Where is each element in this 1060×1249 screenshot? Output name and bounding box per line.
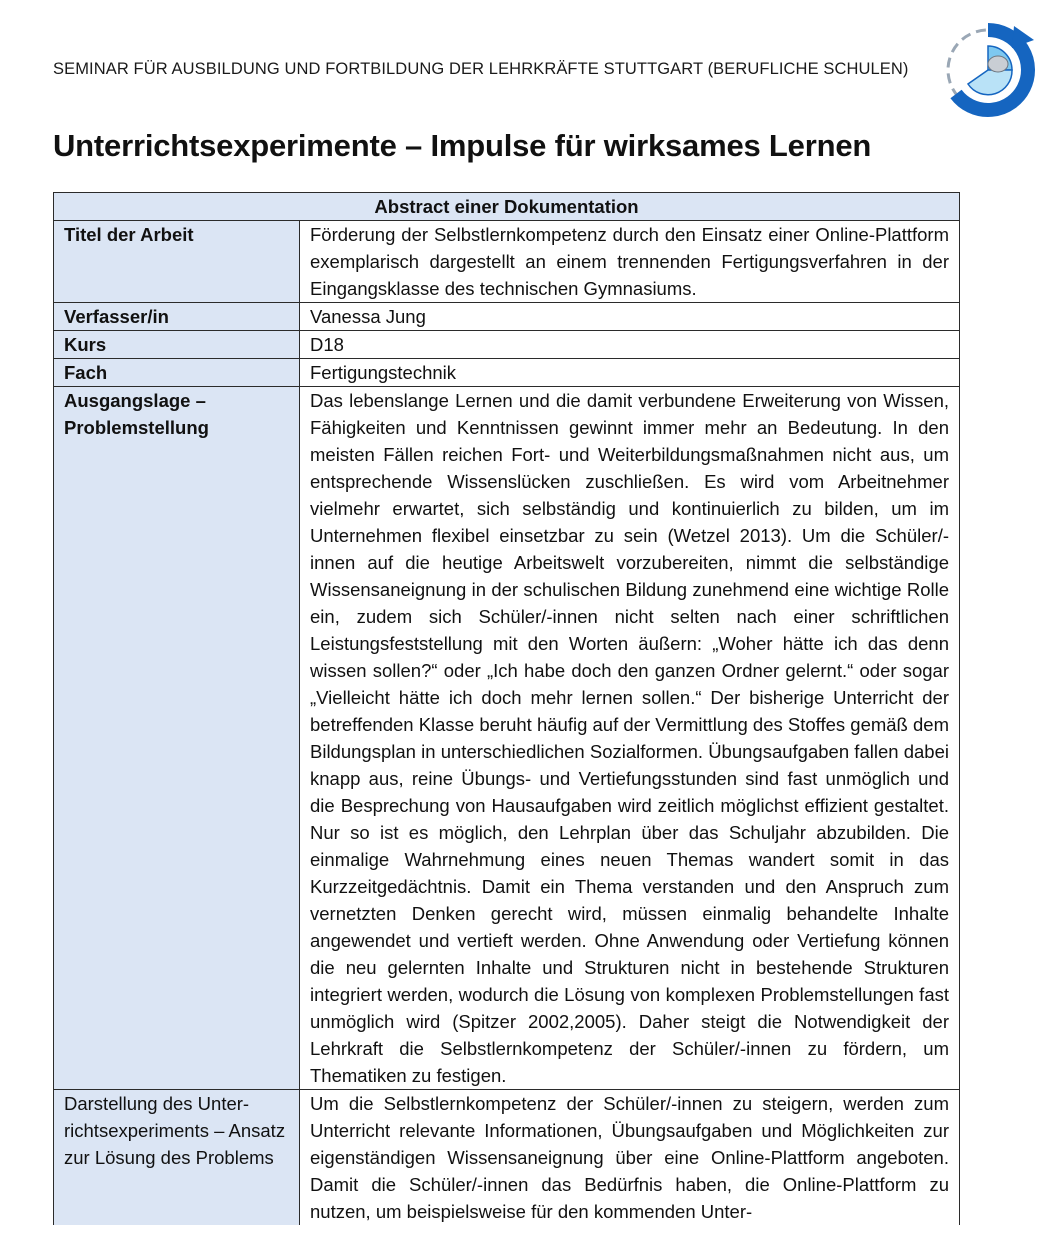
value-kurs: D18 (300, 331, 960, 359)
table-row-titel (54, 221, 960, 303)
value-darstellung: Um die Selbstlernkompetenz der Schüler/-innen zu steigern, werden zum Unterricht relevante Informationen, Übungsaufgaben und Möglichkeiten zur eigenständigen Wissensaneignung über eine Online-Plattform angeboten. Damit die Schüler/-innen das Bedürfnis haben, die Online-Plattform zu nutzen, um beispielsweise für den kommenden Unter- (300, 1090, 960, 1226)
label-verfasser: Verfasser/in (54, 303, 300, 331)
logo-lower-disc (968, 70, 1012, 95)
table-row-kurs (54, 331, 960, 359)
label-fach: Fach (54, 359, 300, 387)
value-fach: Fertigungstechnik (300, 359, 960, 387)
label-kurs: Kurs (54, 331, 300, 359)
label-titel: Titel der Arbeit (54, 221, 300, 303)
label-darstellung: Darstellung des Unterrichtsexperiments – Ansatz zur Lösung des Problems (54, 1090, 300, 1226)
seminar-logo-icon (938, 18, 1038, 118)
label-ausgangslage: Ausgangslage – Problemstellung (54, 387, 300, 1090)
table-row-verfasser (54, 303, 960, 331)
page-title: Unterrichtsexperimente – Impulse für wirksames Lernen (53, 128, 872, 163)
logo-grey-lens (988, 56, 1008, 72)
table-row-darstellung (54, 1090, 960, 1226)
institution-header: SEMINAR FÜR AUSBILDUNG UND FORTBILDUNG DER LEHRKRÄFTE STUTTGART (BERUFLICHE SCHULEN) (53, 60, 909, 78)
table-row-ausgangslage (54, 387, 960, 1090)
seminar-logo-svg (938, 18, 1038, 118)
value-titel: Förderung der Selbstlernkompetenz durch den Einsatz einer Online-Plattform exemplarisch dargestellt an einem trennenden Fertigungsverfahren in der Eingangsklasse des technischen Gymnasiums. (300, 221, 960, 303)
abstract-heading: Abstract einer Dokumentation (54, 193, 960, 221)
value-verfasser: Vanessa Jung (300, 303, 960, 331)
table-row-fach (54, 359, 960, 387)
abstract-heading-row (54, 193, 960, 221)
abstract-table (53, 192, 960, 1225)
value-ausgangslage: Das lebenslange Lernen und die damit verbundene Erweiterung von Wissen, Fähigkeiten und Kenntnissen gewinnt immer mehr an Bedeutung. In den meisten Fällen reichen Fort- und Weiterbildungsmaßnahmen nicht aus, um entsprechende Wissenslücken zuschließen. Es wird vom Arbeitnehmer vielmehr erwartet, sich selbständig und kontinuierlich zu bilden, um im Unternehmen flexibel einsetzbar zu sein (Wetzel 2013). Um die Schüler/-innen auf die heutige Arbeitswelt vorzubereiten, nimmt die selbständige Wissensaneignung in der schulischen Bildung zunehmend eine wichtige Rolle ein, zudem sich Schüler/-innen nicht selten nach einer schriftlichen Leistungsfeststellung mit den Worten äußern: „Woher hätte ich das denn wissen sollen?“ oder „Ich habe doch den ganzen Ordner gelernt.“ oder sogar „Vielleicht hätte ich doch mehr lernen sollen.“ Der bisherige Unterricht der betreffenden Klasse beruht häufig auf der Vermittlung des Stoffes gemäß dem Bildungsplan in unterschiedlichen Sozialformen. Übungsaufgaben fallen dabei knapp aus, reine Übungs- und Vertiefungsstunden sind fast unmöglich und die Besprechung von Hausaufgaben wird zeitlich möglichst effizient gestaltet. Nur so ist es möglich, den Lehrplan über das Schuljahr abzubilden. Die einmalige Wahrnehmung eines neuen Themas wandert somit in das Kurzzeitgedächtnis. Damit ein Thema verstanden und den Anspruch zum vernetzten Denken gerecht wird, müssen einmalig behandelte Inhalte angewendet und vertieft werden. Ohne Anwendung oder Vertiefung können die neu gelernten Inhalte und Strukturen nicht in bestehende Strukturen integriert werden, wodurch die Lösung von komplexen Problemstellungen fast unmöglich wird (Spitzer 2002,2005). Daher steigt die Notwendigkeit der Lehrkraft die Selbstlernkompetenz der Schüler/-innen zu fördern, um Thematiken zu festigen. (300, 387, 960, 1090)
